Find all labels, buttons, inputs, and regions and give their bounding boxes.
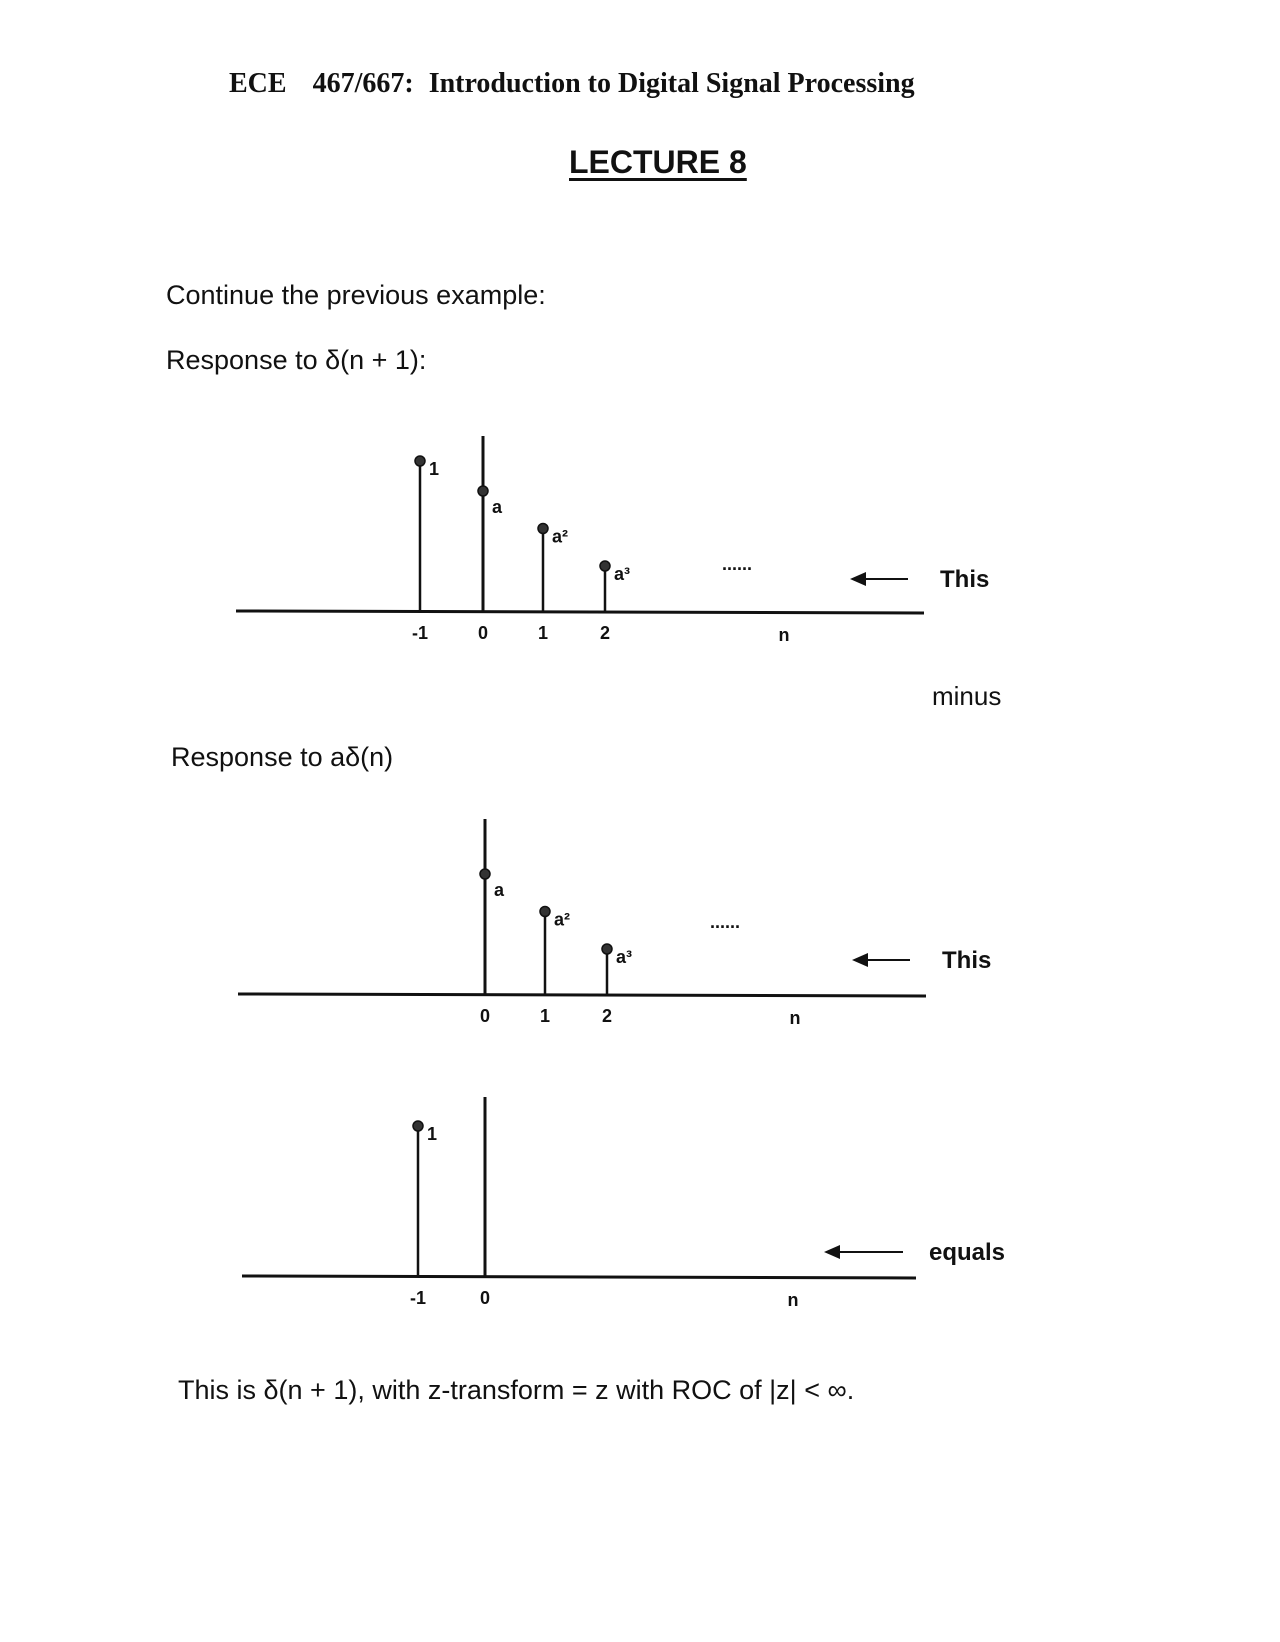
arrow-left-icon — [852, 953, 868, 967]
axis-line — [238, 994, 926, 996]
axis-variable-label: n — [787, 1290, 799, 1310]
axis-line — [242, 1276, 916, 1278]
course-title: Introduction to Digital Signal Processing — [428, 68, 915, 99]
stem-marker — [478, 486, 488, 496]
ellipsis: ...... — [722, 554, 753, 574]
conclusion-text: This is δ(n + 1), with z-transform = z with ROC of |z| < ∞. — [178, 1375, 855, 1405]
ellipsis: ...... — [710, 912, 741, 932]
stem-marker — [600, 561, 610, 571]
stem-marker — [413, 1121, 423, 1131]
arrow-left-icon — [824, 1245, 840, 1259]
stem-label: 1 — [429, 459, 440, 479]
arrow-left-icon — [850, 572, 866, 586]
course-number: 467/667: — [312, 68, 414, 99]
arrow-caption: equals — [929, 1239, 1006, 1266]
stem-marker — [480, 869, 490, 879]
tick-label: 1 — [539, 1006, 551, 1026]
lecture-title: LECTURE 8 — [569, 144, 747, 180]
tick-label: -1 — [411, 623, 429, 643]
axis-line — [236, 611, 924, 613]
plot2-label: Response to aδ(n) — [171, 742, 394, 772]
tick-label: 0 — [479, 1288, 491, 1308]
intro-text: Continue the previous example: — [166, 280, 546, 310]
tick-label: 1 — [537, 623, 549, 643]
tick-label: 2 — [599, 623, 611, 643]
arrow-caption: This — [940, 566, 990, 593]
stem-marker — [540, 907, 550, 917]
tick-label: 0 — [477, 623, 489, 643]
stem-label: 1 — [427, 1124, 438, 1144]
tick-label: -1 — [409, 1288, 427, 1308]
axis-variable-label: n — [778, 625, 790, 645]
stem-marker — [602, 944, 612, 954]
arrow-caption: This — [942, 947, 992, 974]
stem-marker — [415, 456, 425, 466]
course-code: ECE — [229, 68, 287, 99]
plot1-label: Response to δ(n + 1): — [166, 345, 427, 375]
stem-marker — [538, 524, 548, 534]
tick-label: 2 — [601, 1006, 613, 1026]
stem-label: a — [494, 880, 505, 900]
stem-label: a² — [554, 909, 571, 930]
axis-variable-label: n — [789, 1008, 801, 1028]
stem-label: a³ — [616, 947, 633, 967]
stem-label: a² — [552, 526, 569, 547]
connector-text: minus — [932, 681, 1002, 711]
tick-label: 0 — [479, 1006, 491, 1026]
stem-label: a — [492, 497, 503, 517]
stem-label: a³ — [614, 564, 631, 584]
